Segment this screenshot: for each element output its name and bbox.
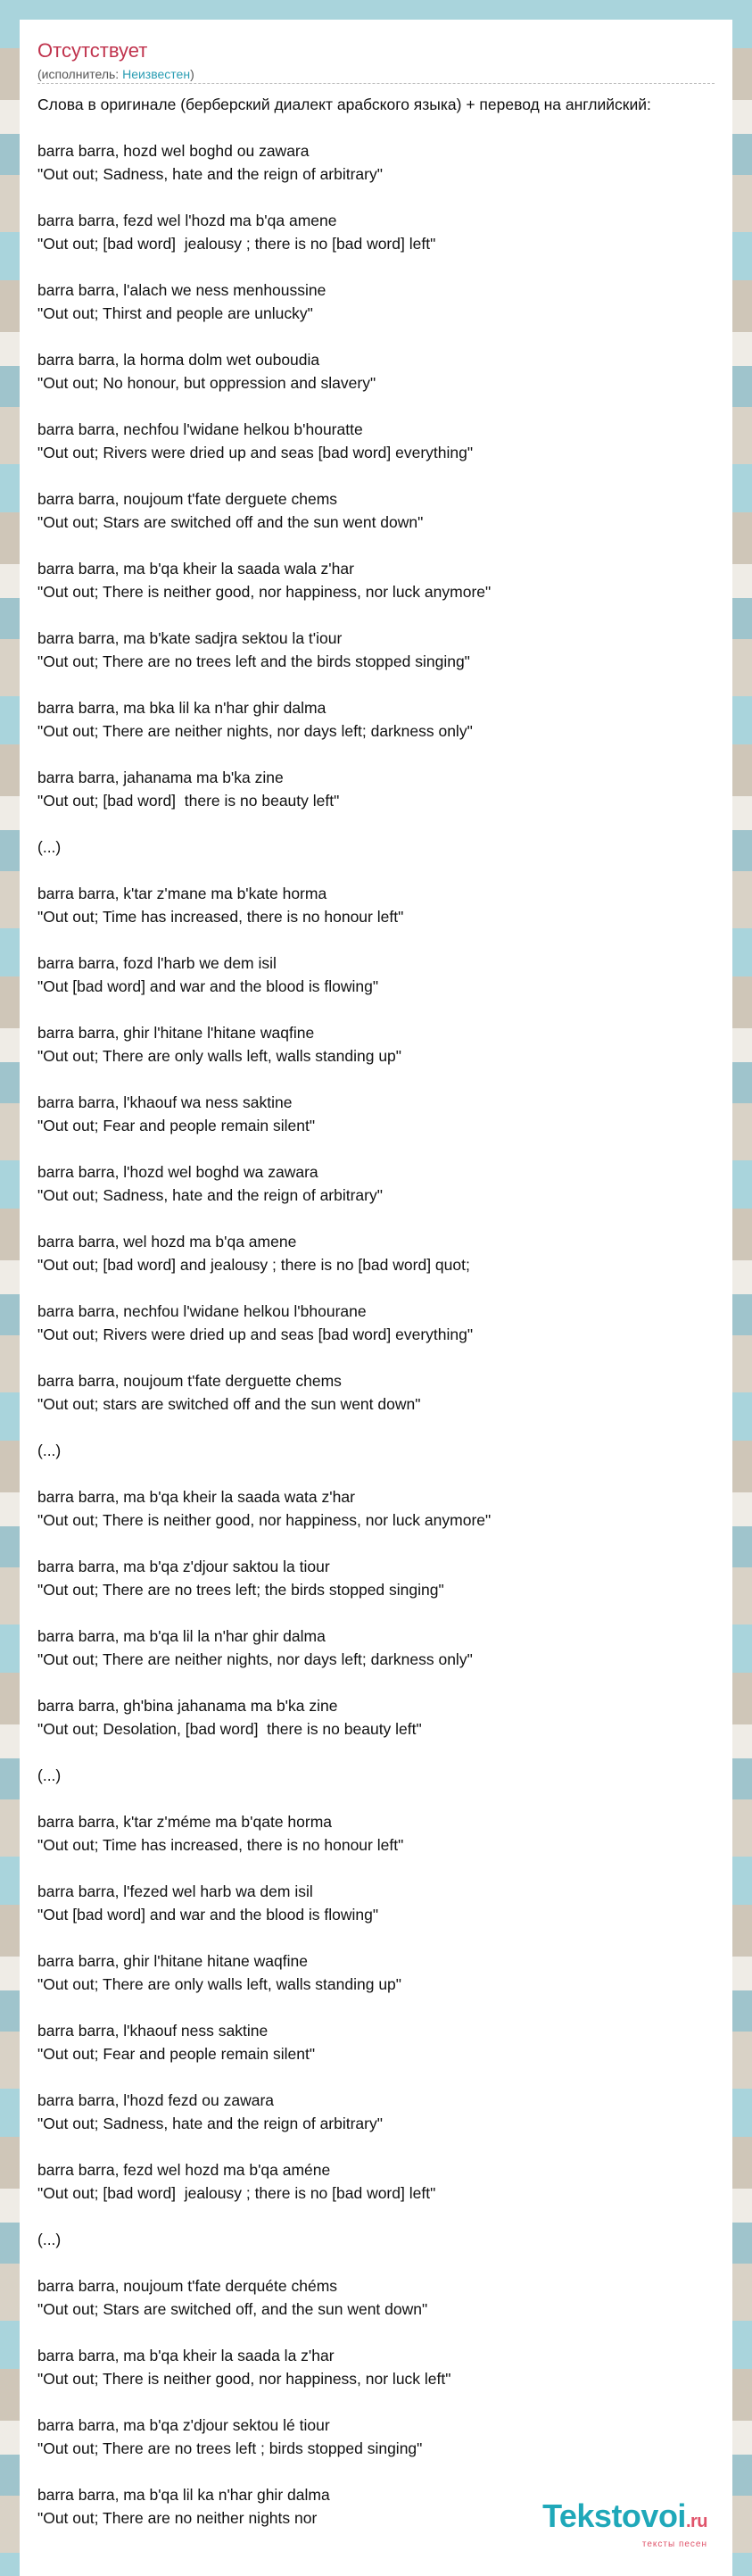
- logo-name: Tekstovoi: [542, 2497, 686, 2534]
- logo-tagline: тексты песен: [641, 2539, 707, 2549]
- site-logo[interactable]: [542, 2497, 707, 2549]
- song-title: Отсутствует: [37, 39, 148, 62]
- artist-suffix: ): [190, 67, 194, 81]
- artist-link[interactable]: Неизвестен: [122, 67, 191, 81]
- lyrics-card: [20, 20, 732, 2576]
- lyrics-text: Слова в оригинале (берберский диалект арабского языка) + перевод на английский: barra barra, hozd wel boghd ou zawara "Out out; Sadness, hate and the reign of arbitrary" barra barra, fezd wel l'hozd ma b'qa amene "Out out; [bad word] jealousy ; there is no [bad word] left" barra barra, l'alach we ness menhoussine "Out out; Thirst and people are unlucky" barra barra, la horma dolm wet ouboudia "Out out; No honour, but oppression and slavery" barra barra, nechfou l'widane helkou b'houratte "Out out; Rivers were dried up and seas [bad word] everything" barra barra, noujoum t'fate derguete chems "Out out; Stars are switched off and the sun went down" barra barra, ma b'qa kheir la saada wala z'har "Out out; There is neither good, nor happiness, nor luck anymore" barra barra, ma b'kate sadjra sektou la t'iour "Out out; There are no trees left and the birds stopped singing" barra barra, ma bka lil ka n'har ghir dalma "Out out; There are neither nights, nor days left; darkness only" barra barra, jahanama ma b'ka zine "Out out; [bad word] there is no beauty left" (...) barra barra, k'tar z'mane ma b'kate horma "Out out; Time has increased, there is no honour left" barra barra, fozd l'harb we dem isil "Out [bad word] and war and the blood is flowing" barra barra, ghir l'hitane l'hitane waqfine "Out out; There are only walls left, walls standing up" barra barra, l'khaouf wa ness saktine "Out out; Fear and people remain silent" barra barra, l'hozd wel boghd wa zawara "Out out; Sadness, hate and the reign of arbitrary" barra barra, wel hozd ma b'qa amene "Out out; [bad word] and jealousy ; there is no [bad word] quot; barra barra, nechfou l'widane helkou l'bhourane "Out out; Rivers were dried up and seas [bad word] everything" barra barra, noujoum t'fate derguette chems "Out out; stars are switched off and the sun went down" (...) barra barra, ma b'qa kheir la saada wata z'har "Out out; There is neither good, nor happiness, nor luck anymore" barra barra, ma b'qa z'djour saktou la tiour "Out out; There are no trees left; the birds stopped singing" barra barra, ma b'qa lil la n'har ghir dalma "Out out; There are neither nights, nor days left; darkness only" barra barra, gh'bina jahanama ma b'ka zine "Out out; Desolation, [bad word] there is no beauty left" (...) barra barra, k'tar z'méme ma b'qate horma "Out out; Time has increased, there is no honour left" barra barra, l'fezed wel harb wa dem isil "Out [bad word] and war and the blood is flowing" barra barra, ghir l'hitane hitane waqfine "Out out; There are only walls left, walls standing up" barra barra, l'khaouf ness saktine "Out out; Fear and people remain silent" barra barra, l'hozd fezd ou zawara "Out out; Sadness, hate and the reign of arbitrary" barra barra, fezd wel hozd ma b'qa améne "Out out; [bad word] jealousy ; there is no [bad word] left" (...) barra barra, noujoum t'fate derquéte chéms "Out out; Stars are switched off, and the sun went down" barra barra, ma b'qa kheir la saada la z'har "Out out; There is neither good, nor happiness, nor luck left" barra barra, ma b'qa z'djour sektou lé tiour "Out out; There are no trees left ; birds stopped singing" barra barra, ma b'qa lil ka n'har ghir dalma "Out out; There are no neither nights nor: [37, 96, 651, 2527]
- logo-tld: .ru: [685, 2512, 707, 2531]
- title-divider: [37, 83, 715, 84]
- artist-line: [37, 67, 194, 81]
- artist-prefix: (исполнитель:: [37, 67, 123, 81]
